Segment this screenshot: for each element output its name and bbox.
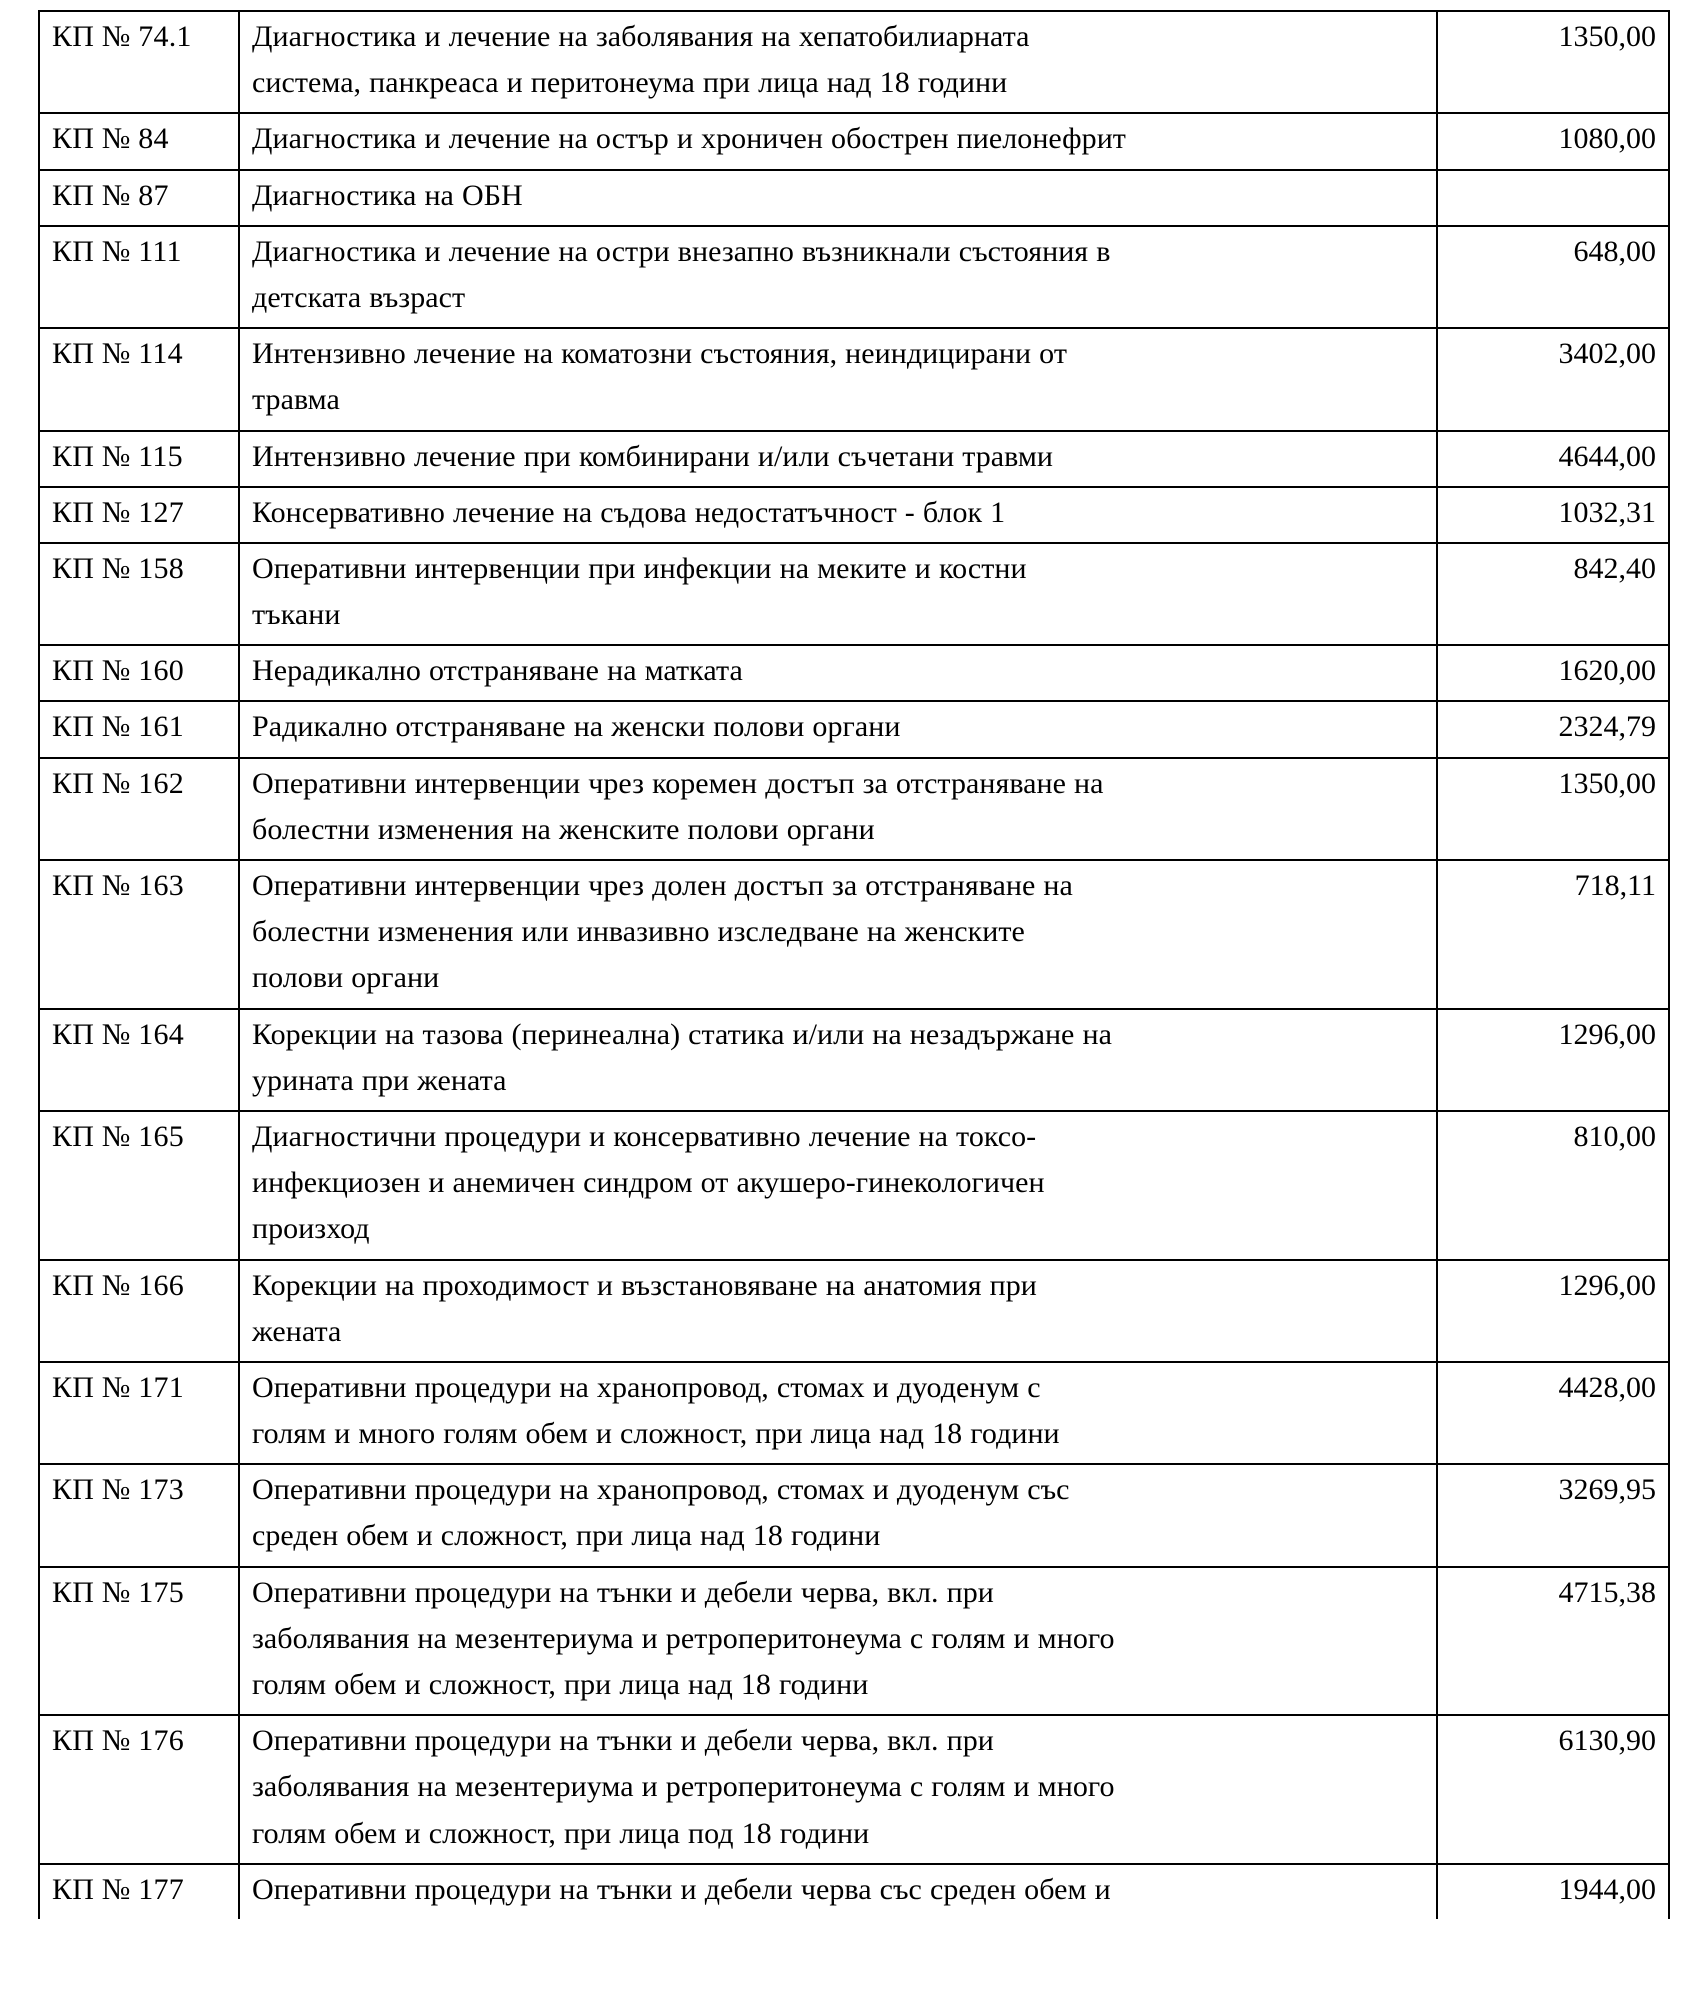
description-line: Оперативни процедури на хранопровод, стомах и дуоденум с (252, 1370, 1041, 1404)
description-line: произход (252, 1212, 370, 1246)
pathway-description-cell (239, 328, 1437, 430)
description-line: Оперативни интервенции при инфекции на меките и костни (252, 551, 1027, 585)
pathway-description-cell (239, 758, 1437, 860)
pathway-price-cell: 1350,00 (1437, 11, 1669, 113)
pathway-description-cell (239, 170, 1437, 226)
description-line: Корекции на проходимост и възстановяване на анатомия при (252, 1268, 1037, 1302)
description-line: голям обем и сложност, при лица над 18 години (252, 1668, 869, 1701)
pathway-price-cell: 1032,31 (1437, 487, 1669, 543)
description-line: Консервативно лечение на съдова недостатъчност - блок 1 (252, 495, 1006, 529)
pathway-code-cell: КП № 175 (39, 1567, 239, 1716)
description-line: болестни изменения на женските полови органи (252, 812, 875, 846)
pathway-description-cell (239, 1715, 1437, 1864)
description-line: Оперативни интервенции чрез коремен достъп за отстраняване на (252, 766, 1104, 800)
pathway-description-cell (239, 1111, 1437, 1260)
pathway-price-cell: 2324,79 (1437, 701, 1669, 757)
table-row (39, 226, 1669, 328)
pathway-code-cell: КП № 87 (39, 170, 239, 226)
description-line: заболявания на мезентериума и ретроперитонеума с голям и много (252, 1770, 1115, 1804)
description-line: Радикално отстраняване на женски полови органи (252, 710, 901, 744)
pathway-description-cell (239, 11, 1437, 113)
table-row (39, 1715, 1669, 1864)
pathway-code-cell: КП № 166 (39, 1260, 239, 1362)
pathway-price-cell: 4428,00 (1437, 1362, 1669, 1464)
table-body (39, 11, 1669, 1919)
pathway-code-cell: КП № 176 (39, 1715, 239, 1864)
description-line: заболявания на мезентериума и ретроперитонеума с голям и много (252, 1621, 1115, 1655)
table-row (39, 645, 1669, 701)
clinical-pathways-table (38, 10, 1670, 1919)
pathway-price-cell: 1350,00 (1437, 758, 1669, 860)
pathway-price-cell (1437, 170, 1669, 226)
table-row (39, 431, 1669, 487)
pathway-price-cell: 648,00 (1437, 226, 1669, 328)
pathway-description-cell (239, 1009, 1437, 1111)
description-line: детската възраст (252, 280, 466, 314)
pathway-description-cell (239, 1464, 1437, 1566)
pathway-code-cell: КП № 115 (39, 431, 239, 487)
description-line: Диагностика и лечение на заболявания на хепатобилиарната (252, 20, 1030, 53)
pathway-code-cell: КП № 163 (39, 860, 239, 1009)
pathway-description-cell (239, 645, 1437, 701)
pathway-description-cell (239, 1567, 1437, 1716)
description-line: Интензивно лечение при комбинирани и/или съчетани травми (252, 439, 1054, 473)
table-row (39, 170, 1669, 226)
table-row (39, 1111, 1669, 1260)
description-line: Диагностика на ОБН (252, 178, 523, 212)
pathway-code-cell: КП № 173 (39, 1464, 239, 1566)
pathway-price-cell: 842,40 (1437, 543, 1669, 645)
pathway-price-cell: 4644,00 (1437, 431, 1669, 487)
pathway-price-cell: 1296,00 (1437, 1009, 1669, 1111)
pathway-description-cell (239, 701, 1437, 757)
table-row (39, 113, 1669, 169)
pathway-code-cell: КП № 177 (39, 1864, 239, 1919)
table-row (39, 487, 1669, 543)
pathway-code-cell: КП № 164 (39, 1009, 239, 1111)
description-line: травма (252, 383, 340, 417)
description-line: жената (252, 1314, 342, 1348)
description-line: Диагностика и лечение на остър и хроничен обострен пиелонефрит (252, 122, 1126, 156)
description-line: голям обем и сложност, при лица под 18 години (252, 1816, 870, 1850)
table-row (39, 701, 1669, 757)
table-row (39, 1362, 1669, 1464)
description-line: Диагностика и лечение на остри внезапно възникнали състояния в (252, 234, 1111, 268)
pathway-description-cell (239, 226, 1437, 328)
pathway-price-cell: 1944,00 (1437, 1864, 1669, 1919)
description-line: среден обем и сложност, при лица над 18 години (252, 1519, 881, 1553)
pathway-code-cell: КП № 171 (39, 1362, 239, 1464)
pathway-description-cell (239, 431, 1437, 487)
pathway-price-cell: 3269,95 (1437, 1464, 1669, 1566)
description-line: Оперативни процедури на тънки и дебели черва, вкл. при (252, 1724, 994, 1758)
pathway-code-cell: КП № 160 (39, 645, 239, 701)
table-row (39, 11, 1669, 113)
pathway-code-cell: КП № 74.1 (39, 11, 239, 113)
pathway-code-cell: КП № 165 (39, 1111, 239, 1260)
pathway-description-cell (239, 543, 1437, 645)
pathway-description-cell (239, 487, 1437, 543)
table-row (39, 328, 1669, 430)
pathway-description-cell (239, 1362, 1437, 1464)
table-row (39, 860, 1669, 1009)
description-line: голям и много голям обем и сложност, при лица над 18 години (252, 1417, 1060, 1451)
description-line: Оперативни интервенции чрез долен достъп за отстраняване на (252, 869, 1073, 902)
pathway-code-cell: КП № 161 (39, 701, 239, 757)
table-row (39, 543, 1669, 645)
pathway-code-cell: КП № 162 (39, 758, 239, 860)
pathway-price-cell: 4715,38 (1437, 1567, 1669, 1716)
description-line: Оперативни процедури на тънки и дебели черва със среден обем и (252, 1872, 1111, 1906)
description-line: Нерадикално отстраняване на матката (252, 654, 743, 688)
description-line: система, панкреаса и перитонеума при лица над 18 години (252, 66, 1008, 100)
pathway-code-cell: КП № 158 (39, 543, 239, 645)
pathway-price-cell: 1296,00 (1437, 1260, 1669, 1362)
description-line: Корекции на тазова (перинеална) статика и/или на незадържане на (252, 1017, 1112, 1051)
pathway-code-cell: КП № 127 (39, 487, 239, 543)
pathway-price-cell: 3402,00 (1437, 328, 1669, 430)
pathway-price-cell: 1080,00 (1437, 113, 1669, 169)
pathway-price-cell: 810,00 (1437, 1111, 1669, 1260)
description-line: болестни изменения или инвазивно изследване на женските (252, 915, 1025, 949)
table-row (39, 758, 1669, 860)
description-line: Оперативни процедури на хранопровод, стомах и дуоденум със (252, 1473, 1070, 1507)
table-row (39, 1260, 1669, 1362)
pathway-price-cell: 6130,90 (1437, 1715, 1669, 1864)
pathway-description-cell (239, 1864, 1437, 1919)
table-row (39, 1464, 1669, 1566)
description-line: инфекциозен и анемичен синдром от акушеро-гинекологичен (252, 1166, 1045, 1200)
pathway-code-cell: КП № 114 (39, 328, 239, 430)
description-line: урината при жената (252, 1063, 507, 1097)
table-row (39, 1864, 1669, 1919)
pathway-description-cell (239, 860, 1437, 1009)
description-line: полови органи (252, 961, 440, 995)
table-row (39, 1567, 1669, 1716)
pathway-code-cell: КП № 111 (39, 226, 239, 328)
pathway-description-cell (239, 113, 1437, 169)
pathway-description-cell (239, 1260, 1437, 1362)
table-row (39, 1009, 1669, 1111)
description-line: Интензивно лечение на коматозни състояния, неиндицирани от (252, 337, 1067, 371)
pathway-price-cell: 718,11 (1437, 860, 1669, 1009)
description-line: Оперативни процедури на тънки и дебели черва, вкл. при (252, 1575, 994, 1609)
description-line: тъкани (252, 598, 341, 632)
description-line: Диагностични процедури и консервативно лечение на токсо- (252, 1119, 1037, 1153)
pathway-price-cell: 1620,00 (1437, 645, 1669, 701)
pathway-code-cell: КП № 84 (39, 113, 239, 169)
